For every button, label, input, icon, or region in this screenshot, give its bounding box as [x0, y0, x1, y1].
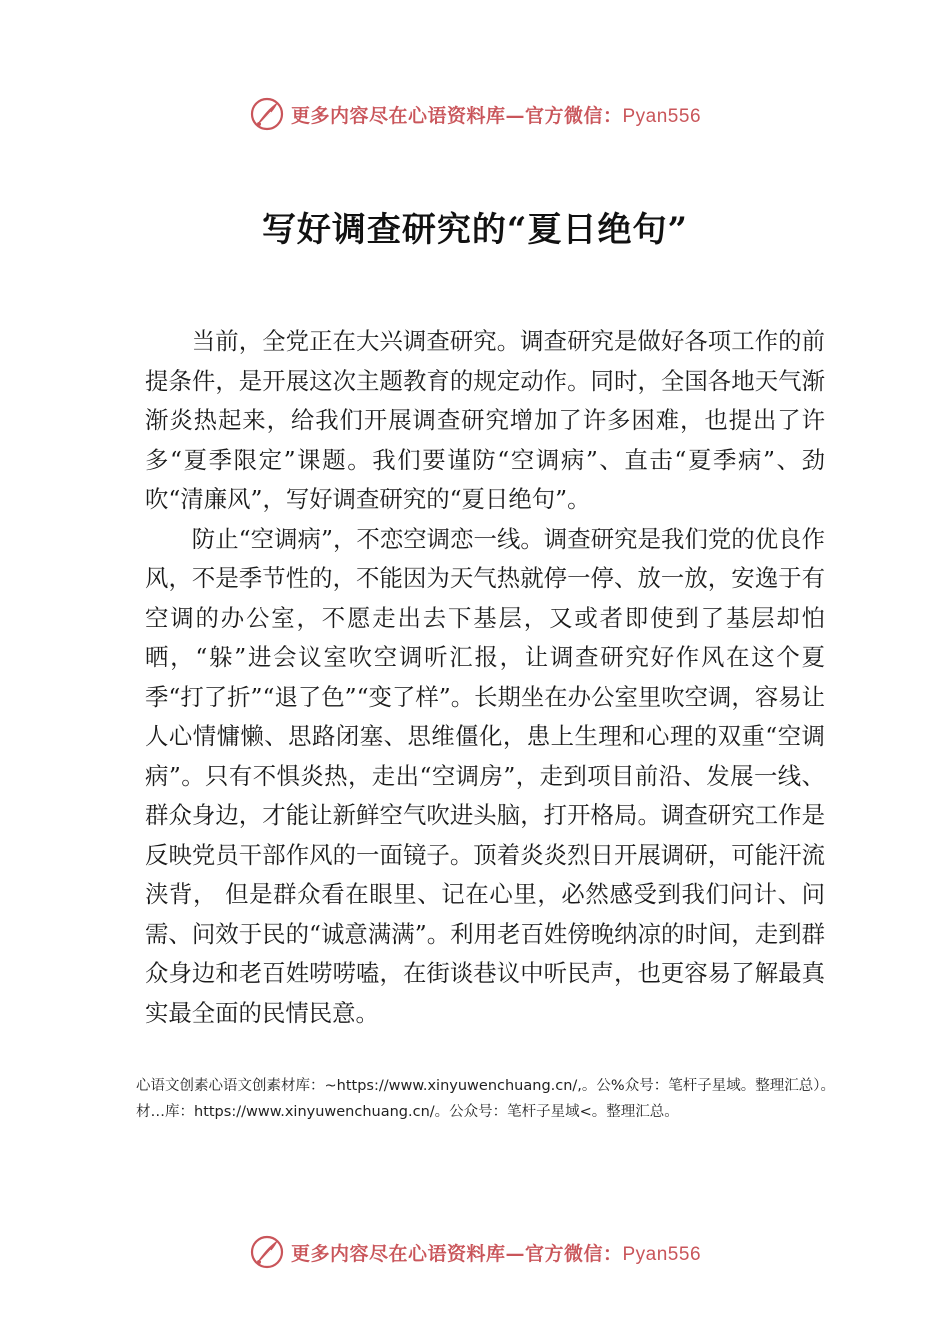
quill-logo-icon: [249, 96, 285, 132]
footer-wechat-id: Pyan556: [622, 1243, 702, 1265]
footer-banner-text: 更多内容尽在心语资料库—官方微信：Pyan556: [290, 1242, 702, 1265]
article-body: [145, 322, 825, 1033]
source-footnote: 心语文创素心语文创素材库：~https://www.xinyuwenchuang.cn/,。公%众号：笔杆子星域。整理汇总）。材…库：https://www.xinyuwenchuang.cn/。公众号：笔杆子星域<。整理汇总。: [136, 1078, 835, 1120]
header-wechat-id: Pyan556: [622, 105, 702, 127]
footer-banner: [0, 1230, 950, 1274]
quill-logo-icon: [249, 1234, 285, 1270]
article-paragraph: 当前，全党正在大兴调查研究。调查研究是做好各项工作的前提条件，是开展这次主题教育的规定动作。同时，全国各地天气渐渐炎热起来，给我们开展调查研究增加了许多困难，也提出了许多“夏季限定”课题。我们要谨防“空调病”、直击“夏季病”、劲吹“清廉风”，写好调查研究的“夏日绝句”。: [145, 327, 825, 513]
header-banner: [0, 92, 950, 136]
article-paragraph: 防止“空调病”，不恋空调恋一线。调查研究是我们党的优良作风，不是季节性的，不能因为天气热就停一停、放一放，安逸于有空调的办公室，不愿走出去下基层，又或者即使到了基层却怕晒，“躲”进会议室吹空调听汇报，让调查研究好作风在这个夏季“打了折”“退了色”“变了样”。长期坐在办公室里吹空调，容易让人心情慵懒、思路闭塞、思维僵化，患上生理和心理的双重“空调病”。只有不惧炎热，走出“空调房”，走到项目前沿、发展一线、群众身边，才能让新鲜空气吹进头脑，打开格局。调查研究工作是反映党员干部作风的一面镜子。顶着炎炎烈日开展调研，可能汗流浃背， 但是群众看在眼里、记在心里，必然感受到我们问计、问需、问效于民的“诚意满满”。利用老百姓傍晚纳凉的时间，走到群众身边和老百姓唠唠嗑，在街谈巷议中听民声，也更容易了解最真实最全面的民情民意。: [145, 524, 825, 1027]
header-banner-text: 更多内容尽在心语资料库—官方微信：Pyan556: [290, 104, 702, 127]
article-title: 写好调查研究的“夏日绝句”: [261, 210, 689, 250]
